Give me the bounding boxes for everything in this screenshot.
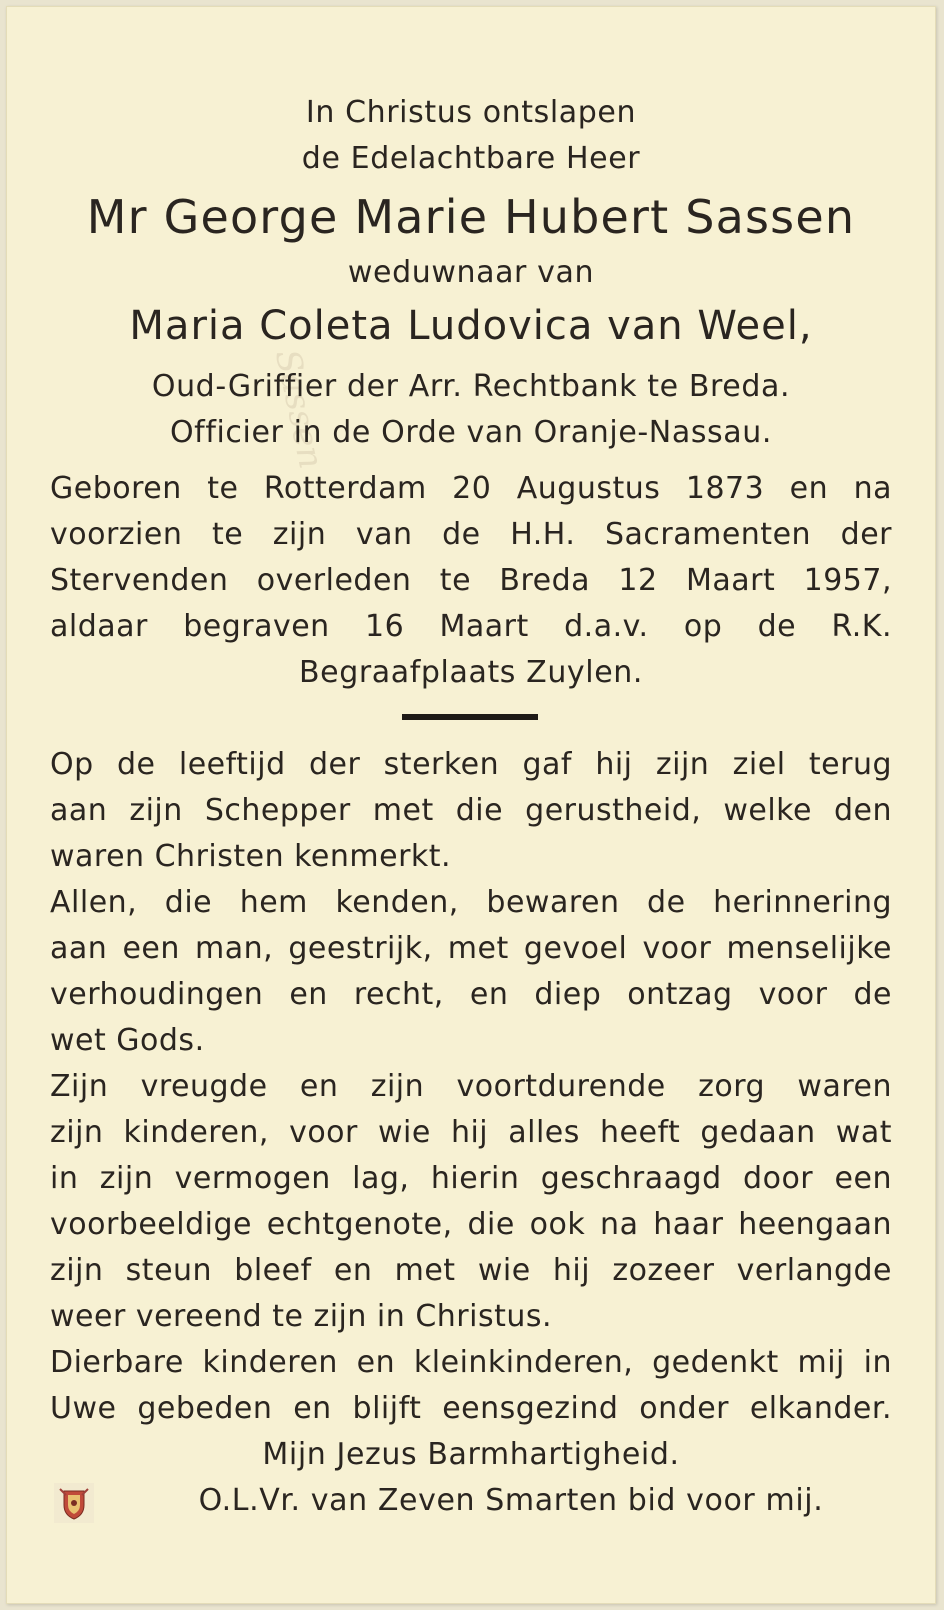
header-line-2: de Edelachtbare Heer [301,141,641,176]
body-line: Op de leeftijd der sterken gaf hij zijn ziel terug [50,747,892,782]
header-line-3: weduwnaar van [347,255,595,290]
title-line-2: Officier in de Orde van Oranje-Nassau. [169,415,773,450]
bio-line: voorzien te zijn van de H.H. Sacramenten der [50,517,892,552]
bio-line: Geboren te Rotterdam 20 Augustus 1873 en na [50,471,892,506]
body-line: Uwe gebeden en blijft eensgezind onder elkander. [50,1391,892,1426]
body-line: Dierbare kinderen en kleinkinderen, gedenkt mij in [50,1345,892,1380]
prayer-line-2: O.L.Vr. van Zeven Smarten bid voor mij. [198,1483,824,1518]
body-line: zijn kinderen, voor wie hij alles heeft gedaan wat [50,1115,892,1150]
body-line: Zijn vreugde en zijn voortdurende zorg waren [50,1069,892,1104]
body-line: in zijn vermogen lag, hierin geschraagd door een [50,1161,892,1196]
spouse-name: Maria Coleta Ludovica van Weel, [129,303,813,349]
bio-line: Stervenden overleden te Breda 12 Maart 1957, [50,563,892,598]
body-line: Allen, die hem kenden, bewaren de herinnering [50,885,892,920]
body-line: zijn steun bleef en met wie hij zozeer verlangde [50,1253,892,1288]
watermark-handwriting: Sassen [266,346,332,473]
body-line-last: waren Christen kenmerkt. [50,839,452,874]
body-line: aan zijn Schepper met die gerustheid, welke den [50,793,892,828]
header-line-1: In Christus ontslapen [305,95,637,130]
bio-line: aldaar begraven 16 Maart d.a.v. op de R.K. [50,609,892,644]
body-line-last: wet Gods. [50,1023,205,1058]
deceased-name: Mr George Marie Hubert Sassen [86,190,856,244]
prayer-line-1: Mijn Jezus Barmhartigheid. [262,1437,680,1472]
body-line: voorbeeldige echtgenote, die ook na haar heengaan [50,1207,892,1242]
memorial-card [6,6,936,1604]
body-line: verhoudingen en recht, en diep ontzag voor de [50,977,892,1012]
body-line: aan een man, geestrijk, met gevoel voor menselijke [50,931,892,966]
divider-rule [402,714,538,720]
body-line-last: weer vereend te zijn in Christus. [50,1299,553,1334]
bio-line-last: Begraafplaats Zuylen. [298,655,644,690]
title-line-1: Oud-Griffier der Arr. Rechtbank te Breda. [151,369,791,404]
